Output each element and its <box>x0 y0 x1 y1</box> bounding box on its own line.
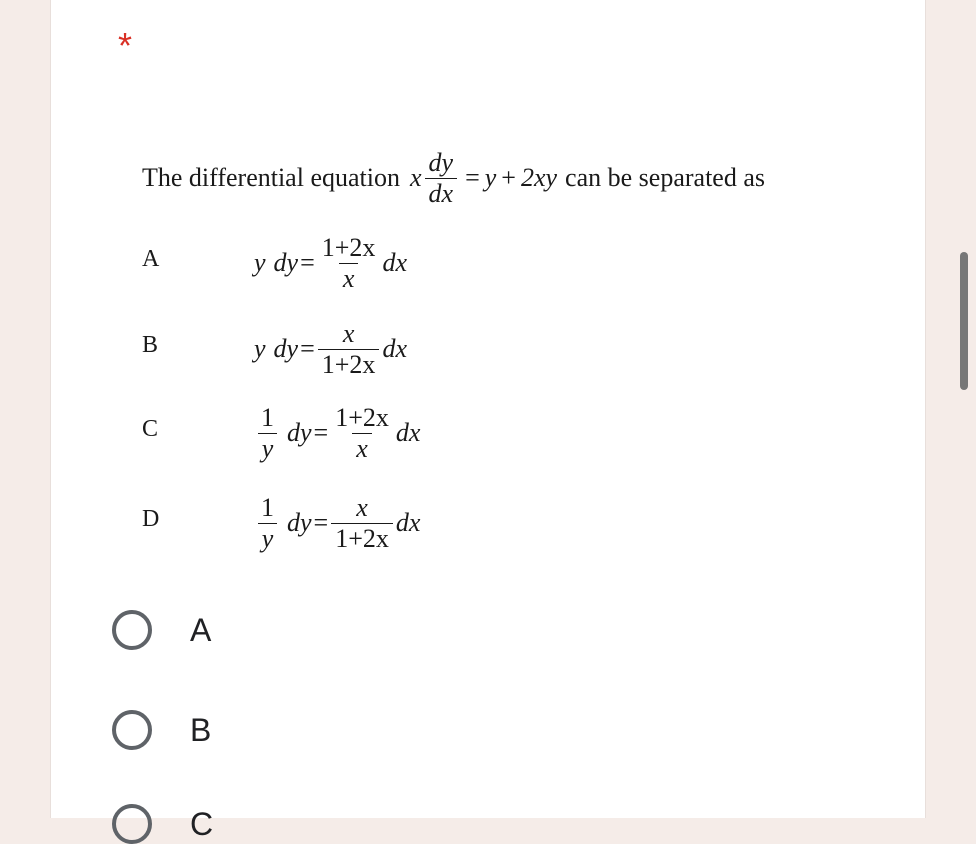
lhs-fraction <box>257 403 278 464</box>
rhs-numerator: x <box>356 492 368 522</box>
rhs-fraction <box>331 493 393 554</box>
choice-label-b[interactable]: B <box>190 711 212 748</box>
radio-button-a[interactable] <box>112 610 152 650</box>
question-card <box>50 0 926 818</box>
eq-dy: dy <box>428 147 454 177</box>
choice-label-a[interactable]: A <box>190 611 212 648</box>
option-letter-a: A <box>142 246 160 272</box>
lhs-y: y <box>254 248 266 277</box>
equals: = <box>300 248 315 277</box>
rhs-denominator: x <box>352 433 372 464</box>
rhs-dx: dx <box>382 334 407 363</box>
eq-rhs-2xy: 2xy <box>520 163 558 192</box>
rhs-dx: dx <box>382 248 407 277</box>
choice-label-c[interactable]: C <box>190 805 214 842</box>
eq-rhs-y: y <box>484 163 497 192</box>
choice-c[interactable] <box>112 804 213 844</box>
option-letter-b: B <box>142 332 159 358</box>
rhs-dx: dx <box>395 418 421 447</box>
rhs-numerator: 1+2x <box>321 232 376 262</box>
choice-b[interactable] <box>112 710 211 750</box>
rhs-dx: dx <box>395 508 421 537</box>
required-asterisk: * <box>118 25 133 66</box>
lhs-numerator: 1 <box>261 492 274 522</box>
option-expr-c <box>254 398 420 468</box>
equals: = <box>313 508 329 537</box>
lhs-dy: dy <box>273 248 299 277</box>
rhs-numerator: x <box>342 318 355 348</box>
eq-plus: + <box>501 163 516 192</box>
eq-x: x <box>409 163 422 192</box>
choice-a[interactable] <box>112 610 211 650</box>
lhs-denominator: y <box>258 433 278 464</box>
question-text <box>142 145 765 211</box>
option-expr-b <box>254 314 407 384</box>
question-prefix: The differential equation <box>142 163 400 192</box>
radio-button-c[interactable] <box>112 804 152 844</box>
question-suffix: can be separated as <box>565 163 765 192</box>
equals: = <box>313 418 329 447</box>
rhs-fraction <box>318 233 380 294</box>
lhs-fraction <box>257 493 278 554</box>
rhs-denominator: 1+2x <box>318 349 380 380</box>
rhs-denominator: x <box>339 263 359 294</box>
option-letter-c: C <box>142 416 159 442</box>
equals: = <box>300 334 315 363</box>
radio-button-b[interactable] <box>112 710 152 750</box>
lhs-dy: dy <box>287 418 312 447</box>
rhs-numerator: 1+2x <box>335 402 389 432</box>
lhs-y: y <box>254 334 266 363</box>
lhs-dy: dy <box>273 334 299 363</box>
eq-dx: dx <box>425 178 458 209</box>
option-expr-a <box>254 228 407 298</box>
rhs-denominator: 1+2x <box>331 523 393 554</box>
lhs-numerator: 1 <box>261 402 274 432</box>
rhs-fraction <box>318 319 380 380</box>
option-expr-d <box>254 488 420 558</box>
scrollbar-thumb[interactable] <box>960 252 968 390</box>
eq-equals: = <box>465 163 480 192</box>
rhs-fraction <box>331 403 393 464</box>
eq-derivative <box>425 148 458 209</box>
option-letter-d: D <box>142 506 160 532</box>
lhs-dy: dy <box>287 508 312 537</box>
lhs-denominator: y <box>258 523 278 554</box>
